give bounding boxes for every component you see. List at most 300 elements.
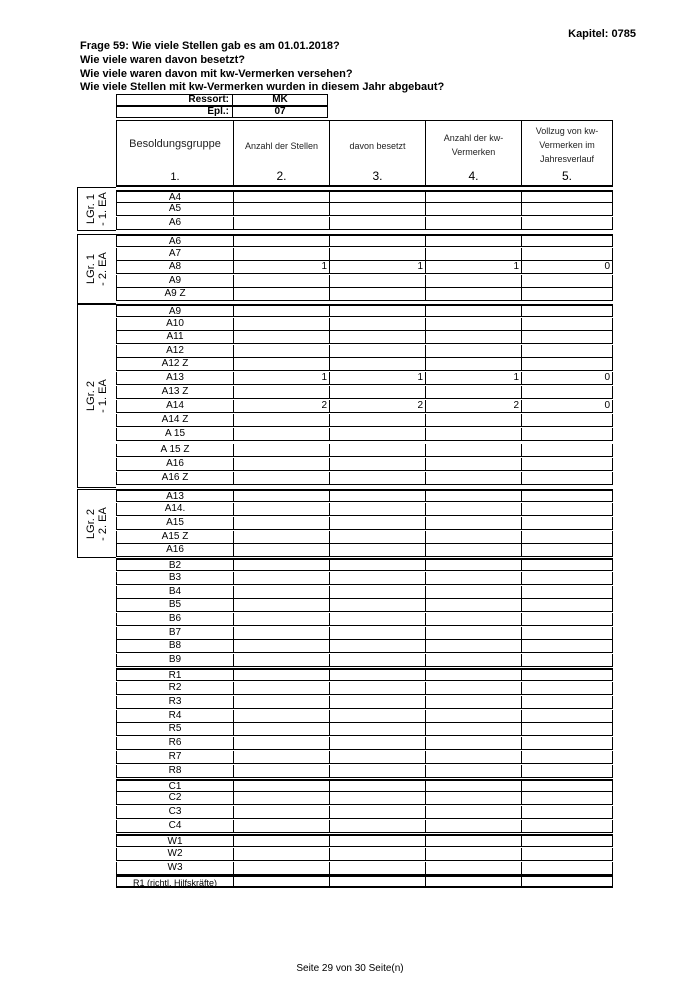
value-cell-col3: [330, 491, 426, 501]
value-cell-col4: [426, 560, 522, 570]
value-cell-col2: [234, 503, 330, 515]
table-row: [116, 489, 613, 502]
besoldungsgruppe-cell: A6: [117, 236, 234, 246]
value-cell-col4: [426, 737, 522, 749]
besoldungsgruppe-cell: B3: [117, 572, 234, 584]
value-cell-col3: [330, 640, 426, 652]
value-cell-col5: [522, 345, 612, 357]
table-row: [116, 331, 613, 344]
value-cell-col2: [234, 586, 330, 598]
value-cell-col4: [426, 696, 522, 708]
value-cell-col2: [234, 848, 330, 860]
value-cell-col5: [522, 613, 612, 625]
table-row: [116, 400, 613, 413]
group-lgr1-2ea: [77, 234, 116, 304]
value-cell-col3: [330, 586, 426, 598]
value-cell-col5: [522, 751, 612, 763]
value-cell-col2: [234, 654, 330, 666]
table-row: [116, 751, 613, 764]
col-header-3-num: 3.: [372, 169, 383, 183]
value-cell-col2: [234, 560, 330, 570]
value-cell-col4: [426, 248, 522, 260]
value-cell-col2: [234, 472, 330, 484]
value-cell-col2: [234, 613, 330, 625]
value-cell-col2: [234, 820, 330, 832]
table-row: [116, 765, 613, 778]
value-cell-col3: [330, 710, 426, 722]
besoldungsgruppe-cell: C2: [117, 792, 234, 804]
value-cell-col4: [426, 318, 522, 330]
value-cell-col2: [234, 236, 330, 246]
value-cell-col3: [330, 696, 426, 708]
ressort-value: MK: [232, 94, 328, 106]
value-cell-col4: 2: [426, 400, 522, 412]
ressort-row: [116, 94, 328, 106]
table-row: [116, 737, 613, 750]
page-footer: Seite 29 von 30 Seite(n): [296, 963, 404, 974]
value-cell-col5: 0: [604, 261, 610, 272]
table-row: [116, 779, 613, 792]
value-cell-col3: [330, 345, 426, 357]
value-cell-col2: [234, 836, 330, 846]
table-row: [116, 358, 613, 371]
value-cell-col4: [426, 428, 522, 440]
value-cell-col2: [234, 544, 330, 556]
col-header-1-num: 1.: [170, 171, 180, 183]
value-cell-col2: [234, 723, 330, 735]
value-cell-col2: [234, 640, 330, 652]
besoldungsgruppe-cell: R5: [117, 723, 234, 735]
value-cell-col5: [522, 627, 612, 639]
table-row: [116, 599, 613, 612]
value-cell-col3: [330, 192, 426, 202]
value-cell-col4: [426, 848, 522, 860]
value-cell-col5: [522, 288, 612, 300]
value-cell-col4: [426, 572, 522, 584]
column-header: [116, 120, 613, 187]
besoldungsgruppe-cell: A5: [117, 203, 234, 215]
value-cell-col3: [330, 275, 426, 287]
besoldungsgruppe-cell: R7: [117, 751, 234, 763]
value-cell-col3: [330, 248, 426, 260]
group-lgr2-1ea-label: LGr. 2 - 1. EA: [85, 379, 109, 413]
besoldungsgruppe-cell: A16: [117, 458, 234, 470]
besoldungsgruppe-cell: C4: [117, 820, 234, 832]
table-row: [116, 234, 613, 247]
value-cell-col4: [426, 627, 522, 639]
table-row: [116, 503, 613, 516]
table-row: [116, 372, 613, 385]
value-cell-col2: [234, 491, 330, 501]
table-row: [116, 820, 613, 833]
value-cell-col2: [234, 248, 330, 260]
value-cell-col5: [522, 820, 612, 832]
table-row: [116, 572, 613, 585]
value-cell-col3: [330, 682, 426, 694]
value-cell-col4: [426, 654, 522, 666]
value-cell-col2: [234, 751, 330, 763]
value-cell-col5: [522, 682, 612, 694]
value-cell-col5: [522, 696, 612, 708]
value-cell-col4: [426, 192, 522, 202]
table-row: [116, 517, 613, 530]
col-header-5: [522, 121, 612, 185]
besoldungsgruppe-cell: A11: [117, 331, 234, 343]
table-row: [116, 217, 613, 230]
table-row: [116, 668, 613, 681]
value-cell-col4: [426, 862, 522, 874]
value-cell-col3: [330, 318, 426, 330]
col-header-4: [426, 121, 522, 185]
value-cell-col5: [522, 517, 612, 529]
value-cell-col5: [522, 472, 612, 484]
value-cell-col2: [234, 806, 330, 818]
besoldungsgruppe-cell: B7: [117, 627, 234, 639]
value-cell-col5: 0: [604, 372, 610, 383]
value-cell-col4: [426, 613, 522, 625]
col-header-4-title: Anzahl der kw-Vermerken: [443, 133, 504, 157]
value-cell-col2: [234, 217, 330, 229]
besoldungsgruppe-cell: A13: [117, 491, 234, 501]
table-row: [116, 428, 613, 441]
value-cell-col3: [330, 517, 426, 529]
value-cell-col3: [330, 627, 426, 639]
value-cell-col3: [330, 544, 426, 556]
table-row: [116, 586, 613, 599]
ressort-label: Ressort:: [116, 94, 232, 106]
value-cell-col3: [330, 862, 426, 874]
besoldungsgruppe-cell: A14.: [117, 503, 234, 515]
value-cell-col5: [522, 503, 612, 515]
value-cell-col4: [426, 544, 522, 556]
value-cell-col5: [522, 192, 612, 202]
value-cell-col3: [330, 386, 426, 398]
besoldungsgruppe-cell: R1: [117, 670, 234, 680]
value-cell-col4: [426, 444, 522, 456]
value-cell-col3: [330, 306, 426, 316]
value-cell-col2: [234, 682, 330, 694]
besoldungsgruppe-cell: B5: [117, 599, 234, 611]
value-cell-col5: [522, 248, 612, 260]
value-cell-col4: [426, 414, 522, 426]
value-cell-col2: [234, 765, 330, 777]
besoldungsgruppe-cell: A16: [117, 544, 234, 556]
value-cell-col4: [426, 458, 522, 470]
value-cell-col4: [426, 203, 522, 215]
value-cell-col5: [522, 458, 612, 470]
value-cell-col4: [426, 836, 522, 846]
value-cell-col5: [522, 444, 612, 456]
value-cell-col2: [234, 331, 330, 343]
col-header-2: [234, 121, 330, 185]
value-cell-col4: 1: [426, 261, 522, 273]
table-row: [116, 696, 613, 709]
besoldungsgruppe-cell: A7: [117, 248, 234, 260]
question-line-1: Frage 59: Wie viele Stellen gab es am 01.01.2018?: [80, 40, 340, 52]
value-cell-col5: [522, 236, 612, 246]
value-cell-col3: [330, 503, 426, 515]
value-cell-col2: [234, 670, 330, 680]
table-row: [116, 640, 613, 653]
value-cell-col5: [522, 640, 612, 652]
besoldungsgruppe-cell: A13: [117, 372, 234, 384]
value-cell-col4: [426, 640, 522, 652]
value-cell-col4: [426, 358, 522, 370]
besoldungsgruppe-cell: B6: [117, 613, 234, 625]
besoldungsgruppe-cell: W2: [117, 848, 234, 860]
question-line-3: Wie viele waren davon mit kw-Vermerken versehen?: [80, 68, 353, 80]
table-row: [116, 531, 613, 544]
value-cell-col2: [234, 517, 330, 529]
value-cell-col3: [330, 358, 426, 370]
value-cell-col2: [234, 318, 330, 330]
table-row: [116, 345, 613, 358]
value-cell-col4: [426, 792, 522, 804]
table-row: [116, 444, 613, 457]
group-lgr1-1ea: [77, 187, 116, 231]
besoldungsgruppe-cell: B9: [117, 654, 234, 666]
table-row: [116, 862, 613, 875]
value-cell-col3: [330, 613, 426, 625]
value-cell-col5: [522, 710, 612, 722]
value-cell-col4: [426, 682, 522, 694]
value-cell-col5: [522, 599, 612, 611]
besoldungsgruppe-cell: A16 Z: [117, 472, 234, 484]
table-row: [116, 654, 613, 667]
besoldungsgruppe-cell: R6: [117, 737, 234, 749]
group-lgr1-1ea-label: LGr. 1 - 1. EA: [85, 192, 109, 226]
group-lgr2-1ea: [77, 304, 116, 488]
value-cell-col5: [522, 806, 612, 818]
value-cell-col4: [426, 386, 522, 398]
value-cell-col4: [426, 503, 522, 515]
value-cell-col3: [330, 806, 426, 818]
value-cell-col5: [522, 836, 612, 846]
besoldungsgruppe-cell: B8: [117, 640, 234, 652]
col-header-2-num: 2.: [276, 169, 287, 183]
table-row: [116, 834, 613, 847]
value-cell-col4: [426, 877, 522, 886]
value-cell-col5: [522, 306, 612, 316]
value-cell-col5: [522, 275, 612, 287]
value-cell-col3: [330, 599, 426, 611]
value-cell-col3: [330, 781, 426, 791]
value-cell-col5: [522, 560, 612, 570]
value-cell-col3: 1: [330, 261, 426, 273]
table-row: [116, 875, 613, 888]
value-cell-col4: [426, 472, 522, 484]
epl-value: 07: [232, 106, 328, 118]
value-cell-col3: [330, 458, 426, 470]
besoldungsgruppe-cell: R4: [117, 710, 234, 722]
table-row: [116, 275, 613, 288]
besoldungsgruppe-cell: A 15: [117, 428, 234, 440]
value-cell-col5: [522, 491, 612, 501]
value-cell-col2: [234, 862, 330, 874]
value-cell-col4: [426, 765, 522, 777]
col-header-3: [330, 121, 426, 185]
value-cell-col2: 2: [234, 400, 330, 412]
group-lgr1-2ea-label: LGr. 1 - 2. EA: [85, 252, 109, 286]
value-cell-col2: [234, 345, 330, 357]
value-cell-col4: [426, 306, 522, 316]
besoldungsgruppe-cell: C3: [117, 806, 234, 818]
value-cell-col4: [426, 345, 522, 357]
besoldungsgruppe-cell: B4: [117, 586, 234, 598]
value-cell-col4: [426, 531, 522, 543]
table-row: [116, 248, 613, 261]
value-cell-col2: [234, 288, 330, 300]
value-cell-col5: [522, 848, 612, 860]
value-cell-col2: [234, 203, 330, 215]
col-header-5-num: 5.: [561, 169, 572, 183]
col-header-1-title: Besoldungsgruppe: [129, 138, 221, 150]
value-cell-col2: 1: [234, 372, 330, 384]
value-cell-col5: [522, 544, 612, 556]
value-cell-col5: [522, 862, 612, 874]
value-cell-col3: [330, 331, 426, 343]
value-cell-col3: [330, 560, 426, 570]
value-cell-col2: [234, 275, 330, 287]
value-cell-col2: [234, 572, 330, 584]
value-cell-col3: [330, 531, 426, 543]
epl-row: [116, 106, 328, 118]
value-cell-col2: [234, 710, 330, 722]
besoldungsgruppe-cell: R3: [117, 696, 234, 708]
besoldungsgruppe-cell: W1: [117, 836, 234, 846]
value-cell-col3: [330, 820, 426, 832]
col-header-2-title: Anzahl der Stellen: [244, 141, 319, 151]
value-cell-col3: [330, 236, 426, 246]
table-row: [116, 386, 613, 399]
value-cell-col4: [426, 288, 522, 300]
besoldungsgruppe-cell: W3: [117, 862, 234, 874]
besoldungsgruppe-cell: C1: [117, 781, 234, 791]
value-cell-col4: [426, 517, 522, 529]
table-row: [116, 414, 613, 427]
besoldungsgruppe-cell: A4: [117, 192, 234, 202]
value-cell-col3: [330, 765, 426, 777]
table-row: [116, 806, 613, 819]
table-row: [116, 710, 613, 723]
value-cell-col2: [234, 696, 330, 708]
value-cell-col4: [426, 751, 522, 763]
value-cell-col2: [234, 781, 330, 791]
value-cell-col5: [522, 531, 612, 543]
value-cell-col2: [234, 627, 330, 639]
value-cell-col5: [522, 572, 612, 584]
value-cell-col5: [522, 670, 612, 680]
value-cell-col4: [426, 586, 522, 598]
question-line-4: Wie viele Stellen mit kw-Vermerken wurden in diesem Jahr abgebaut?: [80, 81, 445, 93]
table-row: [116, 288, 613, 301]
value-cell-col4: [426, 331, 522, 343]
value-cell-col2: [234, 306, 330, 316]
value-cell-col4: [426, 599, 522, 611]
table-row: [116, 203, 613, 216]
value-cell-col3: [330, 203, 426, 215]
table-row: [116, 472, 613, 485]
besoldungsgruppe-cell: A12 Z: [117, 358, 234, 370]
group-lgr2-2ea: [77, 489, 116, 558]
value-cell-col3: [330, 217, 426, 229]
value-cell-col3: [330, 414, 426, 426]
table-row: [116, 682, 613, 695]
besoldungsgruppe-cell: A9 Z: [117, 288, 234, 300]
value-cell-col3: [330, 444, 426, 456]
col-header-3-title: davon besetzt: [349, 141, 406, 151]
value-cell-col3: [330, 288, 426, 300]
besoldungsgruppe-cell: A9: [117, 275, 234, 287]
table-row: [116, 558, 613, 571]
table-row: [116, 792, 613, 805]
besoldungsgruppe-cell: A14: [117, 400, 234, 412]
value-cell-col4: [426, 275, 522, 287]
value-cell-col3: [330, 654, 426, 666]
value-cell-col2: [234, 599, 330, 611]
besoldungsgruppe-cell: A6: [117, 217, 234, 229]
value-cell-col5: 0: [604, 400, 610, 411]
value-cell-col5: [522, 654, 612, 666]
table-row: [116, 304, 613, 317]
value-cell-col2: [234, 792, 330, 804]
value-cell-col4: [426, 806, 522, 818]
value-cell-col2: [234, 458, 330, 470]
value-cell-col2: 1: [234, 261, 330, 273]
value-cell-col5: [522, 877, 612, 886]
value-cell-col3: [330, 723, 426, 735]
value-cell-col5: [522, 318, 612, 330]
value-cell-col2: [234, 414, 330, 426]
besoldungsgruppe-cell: A 15 Z: [117, 444, 234, 456]
value-cell-col2: [234, 444, 330, 456]
value-cell-col4: [426, 670, 522, 680]
table-row: [116, 458, 613, 471]
table-row: [116, 627, 613, 640]
besoldungsgruppe-cell: A13 Z: [117, 386, 234, 398]
value-cell-col4: [426, 723, 522, 735]
value-cell-col3: [330, 848, 426, 860]
col-header-4-num: 4.: [468, 169, 479, 183]
table-row: [116, 544, 613, 557]
value-cell-col5: [522, 217, 612, 229]
value-cell-col3: [330, 836, 426, 846]
value-cell-col4: [426, 236, 522, 246]
value-cell-col5: [522, 792, 612, 804]
table-row: [116, 848, 613, 861]
epl-label: Epl.:: [116, 106, 232, 118]
besoldungsgruppe-cell: B2: [117, 560, 234, 570]
value-cell-col4: [426, 820, 522, 832]
value-cell-col5: [522, 428, 612, 440]
table-row: [116, 613, 613, 626]
besoldungsgruppe-cell: A15: [117, 517, 234, 529]
value-cell-col3: 2: [330, 400, 426, 412]
value-cell-col5: [522, 737, 612, 749]
value-cell-col3: [330, 737, 426, 749]
value-cell-col4: [426, 781, 522, 791]
value-cell-col3: [330, 428, 426, 440]
value-cell-col2: [234, 531, 330, 543]
besoldungsgruppe-cell: R8: [117, 765, 234, 777]
question-line-2: Wie viele waren davon besetzt?: [80, 54, 245, 66]
value-cell-col2: [234, 192, 330, 202]
value-cell-col3: [330, 572, 426, 584]
value-cell-col3: [330, 877, 426, 886]
besoldungsgruppe-cell: A8: [117, 261, 234, 273]
value-cell-col2: [234, 428, 330, 440]
besoldungsgruppe-cell: A10: [117, 318, 234, 330]
